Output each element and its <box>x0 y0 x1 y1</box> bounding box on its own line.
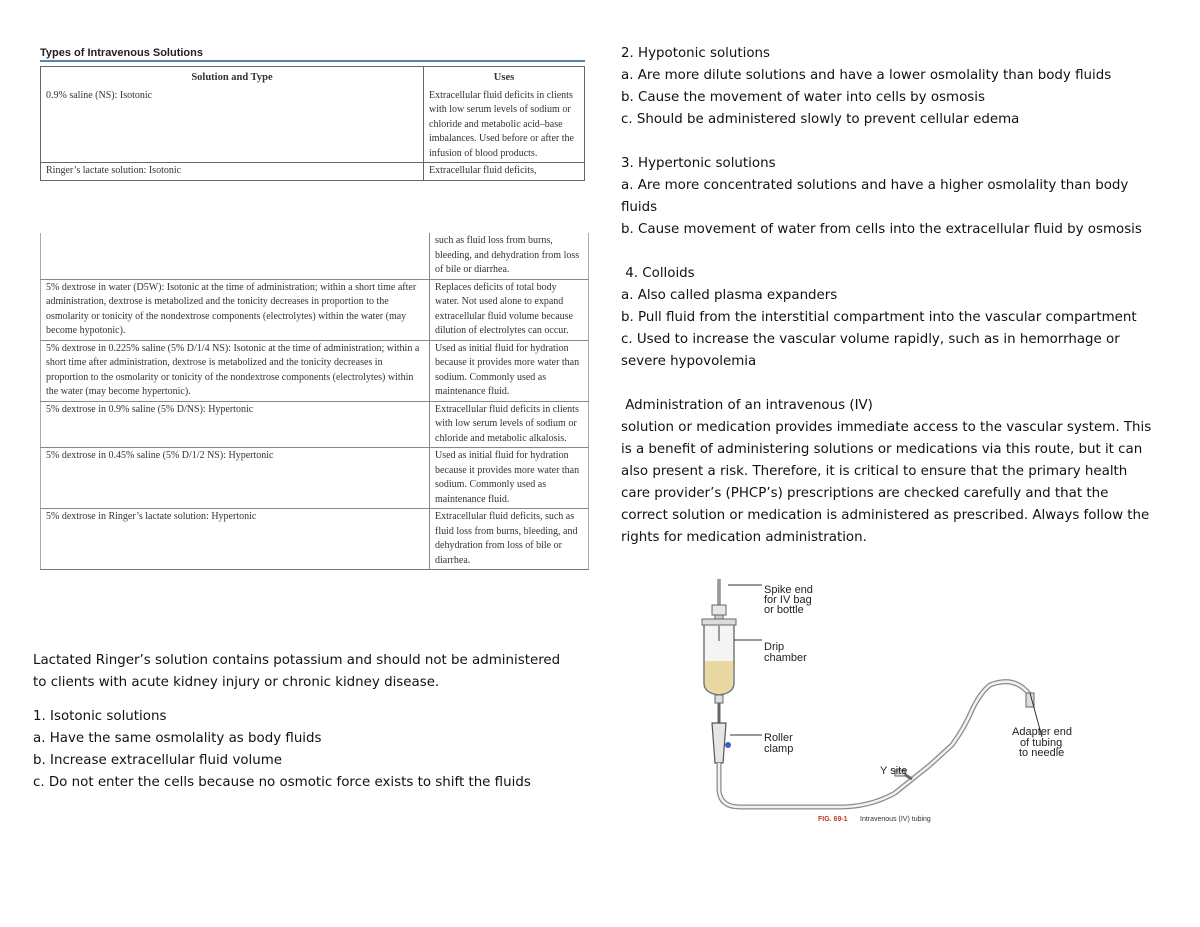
isotonic-section <box>33 706 531 794</box>
colloids-point-a: a. Also called plasma expanders <box>621 288 838 303</box>
hypertonic-point-a-cont: fluids <box>621 200 658 215</box>
lr-note-line-1: Lactated Ringer’s solution contains potassium and should not be administered <box>33 653 561 668</box>
solution-cell: 5% dextrose in 0.45% saline (5% D/1/2 NS): Hypertonic <box>41 448 430 509</box>
uses-cell: Extracellular fluid deficits in clients with low serum levels of sodium or chloride and metabolic alkalosis. <box>430 401 589 448</box>
iv-heading: Administration of an intravenous (IV) <box>621 398 873 413</box>
iv-line: correct solution or medication is administered as prescribed. Always follow the <box>621 508 1150 523</box>
table-row <box>41 279 589 340</box>
hypotonic-heading: 2. Hypotonic solutions <box>621 46 770 61</box>
isotonic-point-a: a. Have the same osmolality as body fluids <box>33 731 322 746</box>
table-row <box>41 448 589 509</box>
label-y-site: Y site <box>880 765 908 777</box>
colloids-section <box>621 263 1137 373</box>
hypotonic-point-c: c. Should be administered slowly to prevent cellular edema <box>621 112 1020 127</box>
colloids-heading: 4. Colloids <box>621 266 695 281</box>
label-spike-1: Spike end <box>764 584 813 596</box>
hypertonic-point-b: b. Cause movement of water from cells into the extracellular fluid by osmosis <box>621 222 1142 237</box>
iv-line: care provider’s (PHCP’s) prescriptions are checked carefully and that the <box>621 486 1109 501</box>
isotonic-point-b: b. Increase extracellular fluid volume <box>33 753 283 768</box>
iv-line: is a benefit of administering solutions or medications via this route, but it can <box>621 442 1143 457</box>
colloids-point-c: c. Used to increase the vascular volume rapidly, such as in hemorrhage or <box>621 332 1120 347</box>
solution-cell: 5% dextrose in 0.9% saline (5% D/NS): Hypertonic <box>41 401 430 448</box>
isotonic-point-c: c. Do not enter the cells because no osmotic force exists to shift the fluids <box>33 775 531 790</box>
uses-cell: Used as initial fluid for hydration because it provides more water than sodium. Commonly used as maintenance fluid. <box>430 448 589 509</box>
iv-tubing-figure <box>690 575 1110 825</box>
header-uses: Uses <box>424 67 585 88</box>
uses-cell: Extracellular fluid deficits, <box>424 163 585 181</box>
uses-cell: such as fluid loss from burns, bleeding, and dehydration from loss of bile or diarrhea. <box>430 233 589 279</box>
iv-line: also present a risk. Therefore, it is critical to ensure that the primary health <box>621 464 1128 479</box>
table-row <box>41 233 589 279</box>
header-solution: Solution and Type <box>191 72 273 83</box>
uses-cell: Extracellular fluid deficits in clients with low serum levels of sodium or chloride and metabolic acid–base imbalances. Used before or after the infusion of blood products. <box>424 88 585 163</box>
iv-line: rights for medication administration. <box>621 530 867 545</box>
iv-administration-section <box>621 395 1151 549</box>
label-drip-1: Drip <box>764 641 785 653</box>
label-adapter-3: to needle <box>1019 747 1065 759</box>
colloids-point-b: b. Pull fluid from the interstitial compartment into the vascular compartment <box>621 310 1137 325</box>
hypotonic-point-b: b. Cause the movement of water into cells by osmosis <box>621 90 985 105</box>
figure-caption-number: FIG. 69-1 <box>818 816 848 823</box>
figure-caption-text: Intravenous (IV) tubing <box>860 816 931 823</box>
title-rule <box>40 60 585 62</box>
label-adapter-1: Adapter end <box>1012 726 1072 738</box>
table-row <box>41 340 589 401</box>
table-row <box>41 509 589 570</box>
iv-line: solution or medication provides immediate access to the vascular system. This <box>621 420 1152 435</box>
lr-note <box>33 650 560 694</box>
hypertonic-heading: 3. Hypertonic solutions <box>621 156 776 171</box>
label-adapter-2: of tubing <box>1020 737 1063 749</box>
isotonic-heading: 1. Isotonic solutions <box>33 709 167 724</box>
table-row <box>41 88 585 163</box>
colloids-point-c-cont: severe hypovolemia <box>621 354 757 369</box>
hypertonic-section <box>621 153 1142 241</box>
roller-clamp-illustration <box>712 723 731 763</box>
hypotonic-section <box>621 43 1111 131</box>
solution-cell: 5% dextrose in 0.225% saline (5% D/1/4 NS): Isotonic at the time of administration; within a short time after administration, dextrose is metabolized and the tonicity decreases in proportion to the osmolarity or tonicity of the nondextrose components (electrolytes) within the water (may become hypertonic). <box>41 340 430 401</box>
table-title: Types of Intravenous Solutions <box>40 47 203 59</box>
solution-cell: Ringer’s lactate solution: Isotonic <box>41 163 424 181</box>
uses-cell: Extracellular fluid deficits, such as fluid loss from burns, bleeding, and dehydration from loss of bile or diarrhea. <box>430 509 589 570</box>
label-roller-1: Roller <box>764 732 793 744</box>
solution-cell: 5% dextrose in water (D5W): Isotonic at the time of administration; within a short time after administration, dextrose is metabolized and the tonicity decreases in proportion to the osmolarity or tonicity of the nondextrose components (electrolytes) within the water (may become hypotonic). <box>41 279 430 340</box>
label-roller-2: clamp <box>764 743 794 755</box>
solution-cell <box>41 233 430 279</box>
label-spike-2: for IV bag <box>764 594 812 606</box>
table-row <box>41 163 585 181</box>
hypertonic-point-a: a. Are more concentrated solutions and have a higher osmolality than body <box>621 178 1129 193</box>
iv-solutions-table-part2 <box>40 233 589 570</box>
solution-cell: 5% dextrose in Ringer’s lactate solution: Hypertonic <box>41 509 430 570</box>
uses-cell: Used as initial fluid for hydration because it provides more water than sodium. Commonly used as maintenance fluid. <box>430 340 589 401</box>
label-drip-2: chamber <box>764 652 807 664</box>
uses-cell: Replaces deficits of total body water. Not used alone to expand extracellular fluid volume because dilution of electrolytes can occur. <box>430 279 589 340</box>
drip-chamber-illustration <box>702 619 736 703</box>
label-spike-3: or bottle <box>764 604 804 616</box>
hypotonic-point-a: a. Are more dilute solutions and have a lower osmolality than body fluids <box>621 68 1112 83</box>
table-row <box>41 401 589 448</box>
iv-solutions-table-part1 <box>40 66 585 181</box>
lr-note-line-2: to clients with acute kidney injury or chronic kidney disease. <box>33 675 440 690</box>
spike-end-illustration <box>712 579 726 621</box>
solution-cell: 0.9% saline (NS): Isotonic <box>46 89 153 101</box>
